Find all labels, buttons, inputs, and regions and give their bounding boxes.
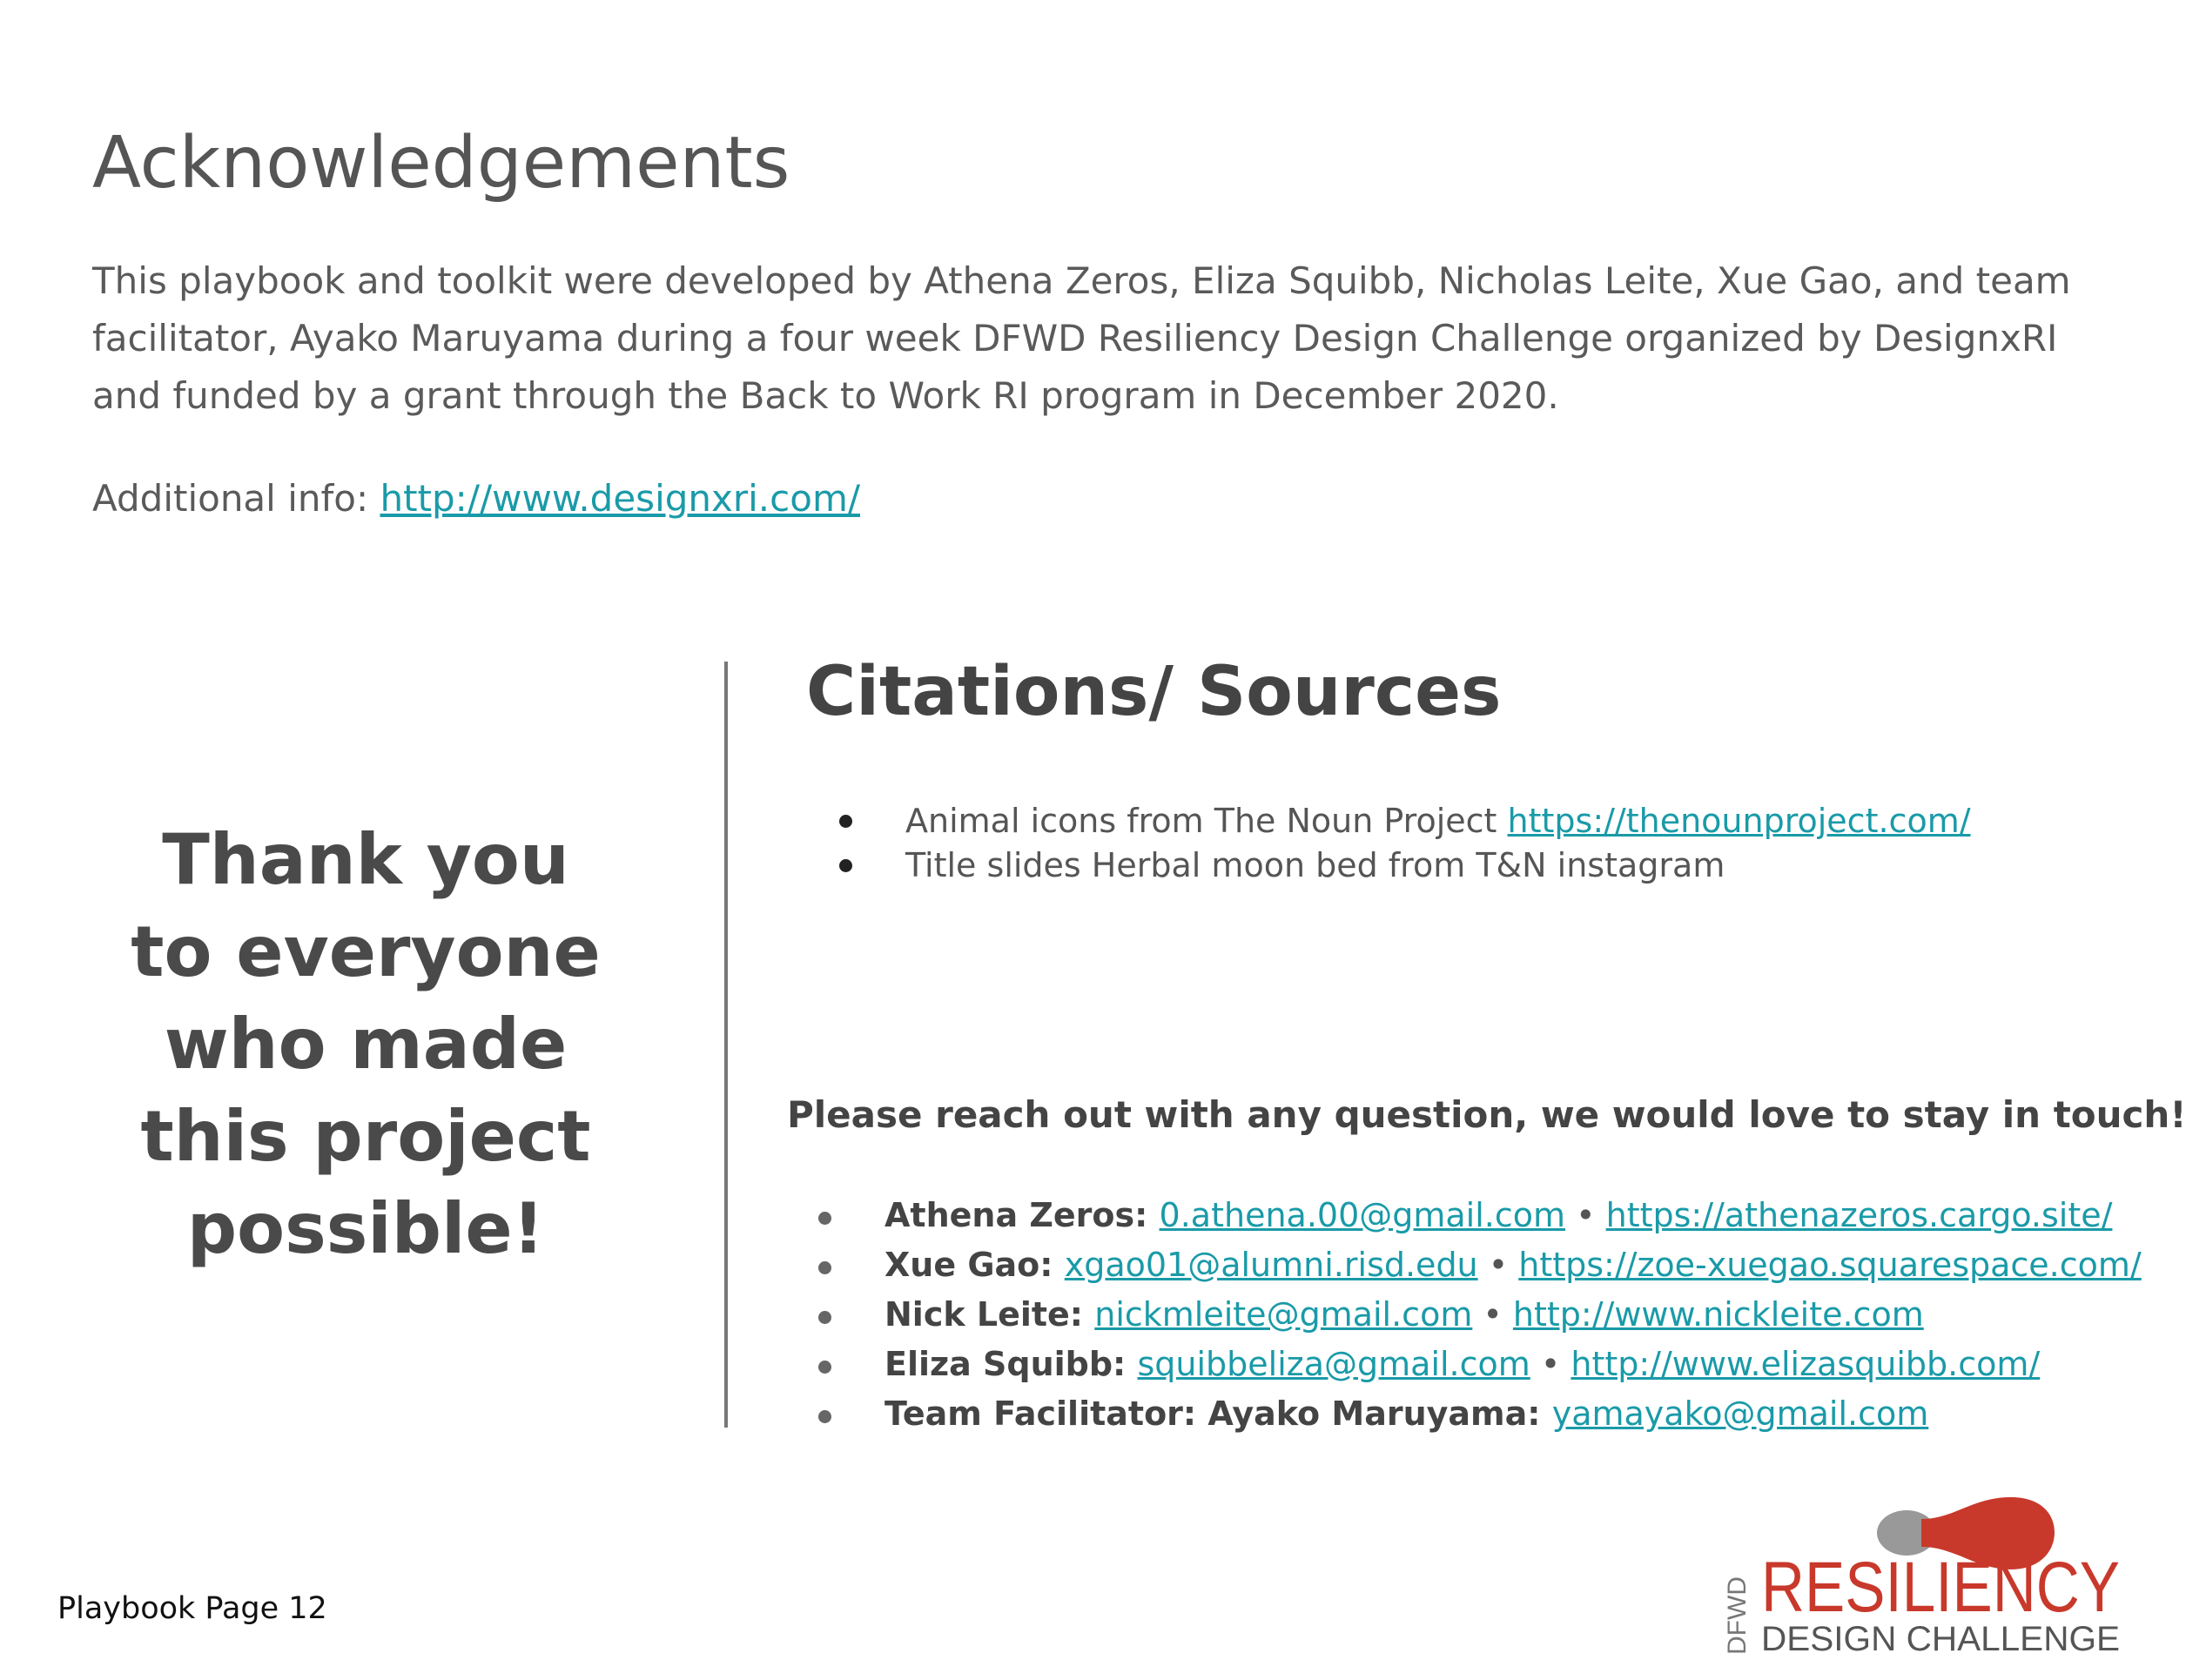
- additional-info: [92, 470, 860, 528]
- contact-item: [815, 1191, 2142, 1240]
- contact-website-link[interactable]: http://www.nickleite.com: [1512, 1295, 1924, 1334]
- vertical-divider: [724, 662, 728, 1428]
- contact-name: Eliza Squibb:: [884, 1345, 1138, 1383]
- intro-paragraph: This playbook and toolkit were developed by Athena Zeros, Eliza Squibb, Nicholas Leite, Xue Gao, and team facilitator, Ayako Maruyama during a four week DFWD Resiliency Design Challenge organized by DesignxRI and funded by a grant through the Back to Work RI program in December 2020.: [92, 259, 2071, 417]
- contact-email-link[interactable]: 0.athena.00@gmail.com: [1159, 1196, 1566, 1234]
- additional-info-label: Additional info:: [92, 477, 380, 520]
- contact-website-link[interactable]: https://zoe-xuegao.squarespace.com/: [1518, 1246, 2142, 1284]
- contact-name: Team Facilitator: Ayako Maruyama:: [884, 1394, 1552, 1433]
- contact-name: Xue Gao:: [884, 1246, 1065, 1284]
- separator: •: [1530, 1345, 1571, 1383]
- citations-list: [836, 799, 1971, 888]
- logo-design-challenge-text: DESIGN CHALLENGE: [1761, 1620, 2120, 1658]
- contact-item: [815, 1240, 2142, 1290]
- contact-email-link[interactable]: squibbeliza@gmail.com: [1137, 1345, 1530, 1383]
- dfwd-resiliency-logo: [1719, 1484, 2137, 1658]
- contact-website-link[interactable]: http://www.elizasquibb.com/: [1571, 1345, 2041, 1383]
- citation-text: Animal icons from The Noun Project: [905, 802, 1508, 840]
- citation-item: [836, 843, 1971, 888]
- contact-item: [815, 1290, 2142, 1340]
- contact-email-link[interactable]: yamayako@gmail.com: [1551, 1394, 1929, 1433]
- designxri-link[interactable]: http://www.designxri.com/: [380, 477, 861, 520]
- contact-email-link[interactable]: nickmleite@gmail.com: [1094, 1295, 1473, 1334]
- separator: •: [1472, 1295, 1513, 1334]
- contact-item: [815, 1340, 2142, 1389]
- logo-resiliency-text: RESILIENCY: [1761, 1548, 2120, 1627]
- reach-out-heading: Please reach out with any question, we would love to stay in touch!: [787, 1093, 2186, 1136]
- page-footer: Playbook Page 12: [57, 1591, 327, 1626]
- nounproject-link[interactable]: https://thenounproject.com/: [1507, 802, 1971, 840]
- citation-text: Title slides Herbal moon bed from T&N instagram: [905, 846, 1725, 884]
- contact-email-link[interactable]: xgao01@alumni.risd.edu: [1064, 1246, 1478, 1284]
- contact-name: Nick Leite:: [884, 1295, 1095, 1334]
- contact-website-link[interactable]: https://athenazeros.cargo.site/: [1605, 1196, 2113, 1234]
- citations-title: Citations/ Sources: [806, 653, 1502, 731]
- contact-list: [815, 1191, 2142, 1439]
- citation-item: [836, 799, 1971, 843]
- thank-you-message: Thank you to everyone who made this project possible!: [131, 819, 601, 1269]
- separator: •: [1565, 1196, 1606, 1234]
- page-title: Acknowledgements: [92, 122, 790, 205]
- contact-name: Athena Zeros:: [884, 1196, 1160, 1234]
- contact-item: [815, 1389, 2142, 1439]
- separator: •: [1477, 1246, 1519, 1284]
- logo-dfwd-text: DFWD: [1723, 1576, 1752, 1655]
